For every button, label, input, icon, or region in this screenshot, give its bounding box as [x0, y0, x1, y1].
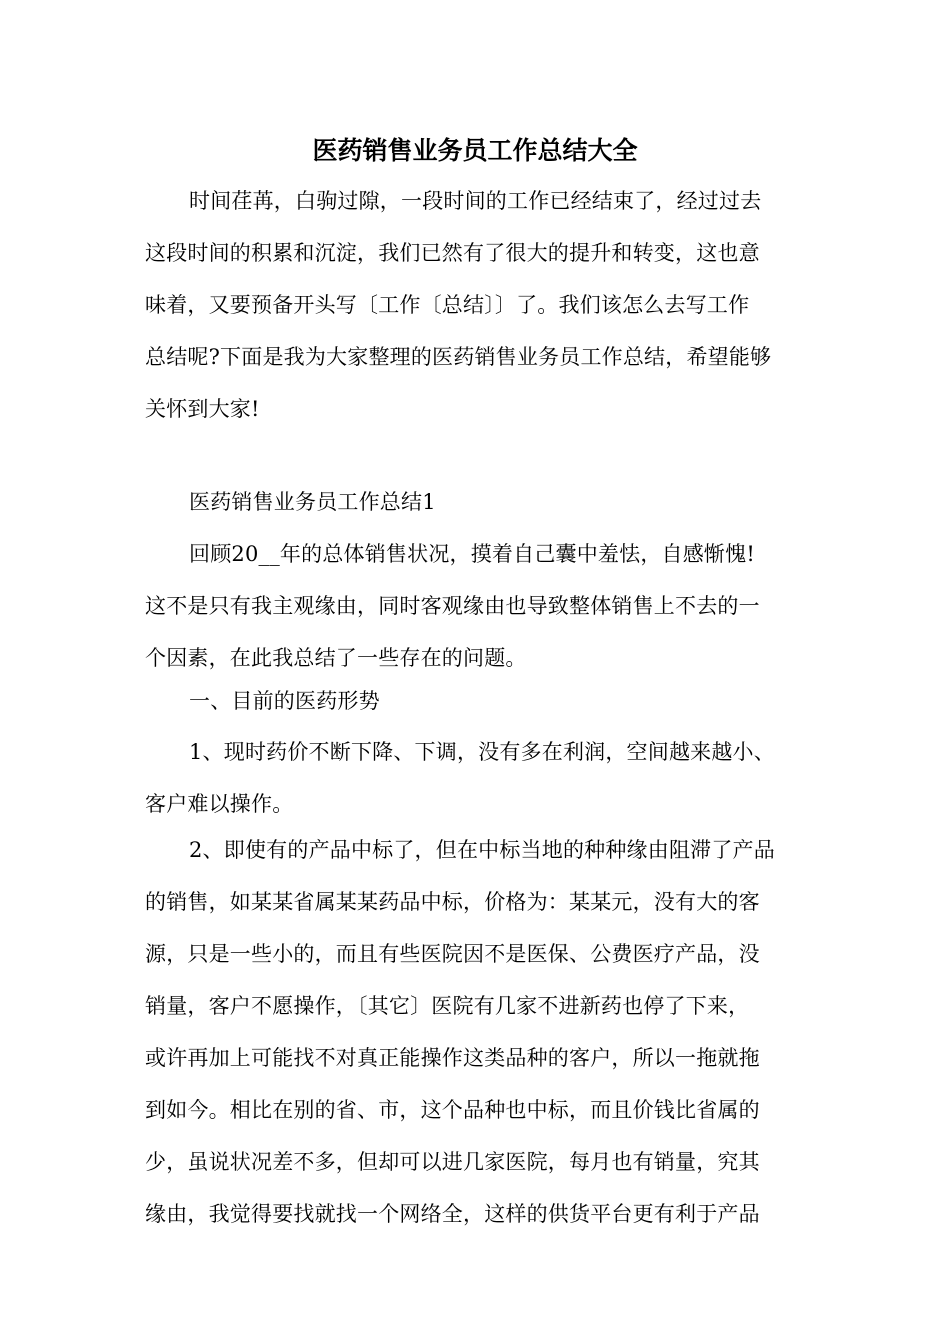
- paragraph-line: 2、即使有的产品中标了，但在中标当地的种种缘由阻滞了产品: [189, 838, 775, 862]
- subheading-block: [145, 675, 809, 727]
- section-heading: 医药销售业务员工作总结1: [189, 490, 436, 514]
- subheading: 一、目前的医药形势: [189, 689, 380, 713]
- point-1-paragraph: [145, 726, 809, 830]
- paragraph-line: 味着，又要预备开头写〔工作〔总结〕〕了。我们该怎么去写工作: [145, 293, 750, 317]
- paragraph-line: 或许再加上可能找不对真正能操作这类品种的客户，所以一拖就拖: [145, 1046, 760, 1070]
- paragraph-line: 总结呢?下面是我为大家整理的医药销售业务员工作总结，希望能够: [145, 345, 772, 369]
- intro-paragraph: [145, 175, 809, 435]
- paragraph-line: 这不是只有我主观缘由，同时客观缘由也导致整体销售上不去的一: [145, 594, 760, 618]
- paragraph-line: 这段时间的积累和沉淀，我们已然有了很大的提升和转变，这也意: [145, 241, 760, 265]
- paragraph-line: 个因素，在此我总结了一些存在的问题。: [145, 646, 527, 670]
- paragraph-line: 1、现时药价不断下降、下调，没有多在利润，空间越来越小、: [189, 740, 775, 764]
- paragraph-line: 的销售，如某某省属某某药品中标，价格为：某某元，没有大的客: [145, 890, 760, 914]
- paragraph-line: 源，只是一些小的，而且有些医院因不是医保、公费医疗产品，没: [145, 942, 760, 966]
- paragraph-line: 时间荏苒，白驹过隙，一段时间的工作已经结束了，经过过去: [189, 189, 762, 213]
- review-paragraph: [145, 528, 809, 684]
- paragraph-line: 客户难以操作。: [145, 792, 294, 816]
- paragraph-line: 回顾20__年的总体销售状况，摸着自己囊中羞怯，自感惭愧!: [189, 542, 755, 566]
- section-heading-block: [145, 476, 809, 528]
- document-title: 医药销售业务员工作总结大全: [312, 136, 638, 165]
- paragraph-line: 少，虽说状况差不多，但却可以进几家医院，每月也有销量，究其: [145, 1150, 760, 1174]
- point-2-paragraph: [145, 824, 809, 1240]
- paragraph-line: 销量，客户不愿操作，〔其它〕医院有几家不进新药也停了下来，: [145, 994, 750, 1018]
- paragraph-line: 到如今。相比在别的省、市，这个品种也中标，而且价钱比省属的: [145, 1098, 760, 1122]
- paragraph-line: 关怀到大家!: [145, 397, 260, 421]
- paragraph-line: 缘由，我觉得要找就找一个网络全，这样的供货平台更有利于产品: [145, 1202, 760, 1226]
